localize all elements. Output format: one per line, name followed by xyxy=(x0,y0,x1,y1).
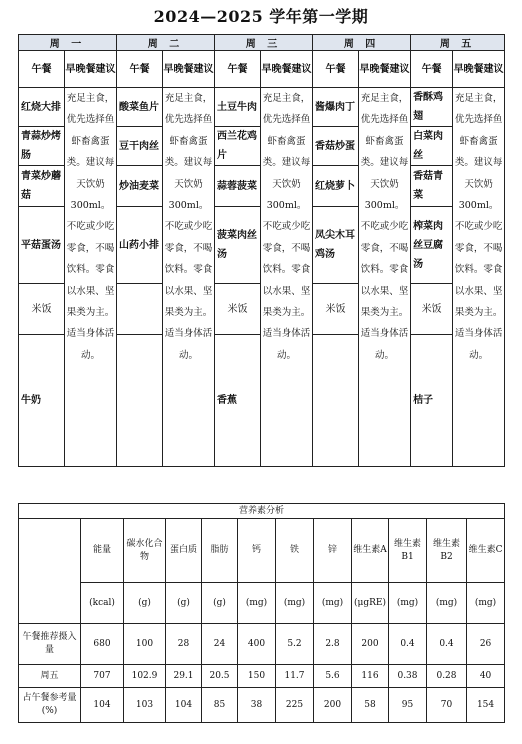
dish-wed-3: 蒜蓉菠菜 xyxy=(215,166,261,207)
day-header-tue: 周 二 xyxy=(117,35,215,51)
lunch-label: 午餐 xyxy=(19,51,65,88)
dish-mon-4: 平菇蛋汤 xyxy=(19,207,65,284)
cell-value: 28 xyxy=(166,624,202,665)
dish-fri-5: 米饭 xyxy=(411,284,453,335)
cell-value: 29.1 xyxy=(166,665,202,688)
nutrition-caption: 营养素分析 xyxy=(19,504,505,519)
cell-value: 5.2 xyxy=(276,624,314,665)
dish-thu-3: 红烧萝卜 xyxy=(313,166,359,207)
nutrient-unit: (μgRE) xyxy=(352,583,389,624)
cell-value: 116 xyxy=(352,665,389,688)
nutrient-name: 脂肪 xyxy=(202,519,238,583)
cell-value: 2.8 xyxy=(314,624,352,665)
sub-header-row xyxy=(19,51,505,88)
cell-value: 58 xyxy=(352,688,389,723)
dish-thu-6 xyxy=(313,335,359,467)
dish-wed-4: 菠菜肉丝汤 xyxy=(215,207,261,284)
nutrient-unit: (mg) xyxy=(389,583,427,624)
cell-value: 40 xyxy=(467,665,505,688)
dish-tue-3: 炒油麦菜 xyxy=(117,166,163,207)
day-header-fri: 周 五 xyxy=(411,35,505,51)
table-row xyxy=(19,624,505,665)
dish-wed-6: 香蕉 xyxy=(215,335,261,467)
cell-value: 200 xyxy=(314,688,352,723)
cell-value: 70 xyxy=(427,688,467,723)
lunch-label: 午餐 xyxy=(313,51,359,88)
nutrient-unit: (kcal) xyxy=(81,583,124,624)
nutrient-unit: (mg) xyxy=(314,583,352,624)
day-header-wed: 周 三 xyxy=(215,35,313,51)
dish-thu-5: 米饭 xyxy=(313,284,359,335)
cell-value: 0.4 xyxy=(427,624,467,665)
dish-wed-1: 土豆牛肉 xyxy=(215,88,261,127)
advice-wed: 充足主食，优先选择鱼虾畜禽蛋类。建议每天饮奶300ml。不吃或少吃零食，不喝饮料。零食以水果、坚果类为主。适当身体活动。 xyxy=(261,88,313,467)
cell-value: 100 xyxy=(124,624,166,665)
dish-row xyxy=(19,88,505,127)
nutrient-name: 蛋白质 xyxy=(166,519,202,583)
cell-value: 38 xyxy=(238,688,276,723)
row-label: 周五 xyxy=(19,665,81,688)
dish-tue-2: 豆干肉丝 xyxy=(117,127,163,166)
nutrient-unit: (g) xyxy=(124,583,166,624)
dish-fri-6: 桔子 xyxy=(411,335,453,467)
advice-mon: 充足主食，优先选择鱼虾畜禽蛋类。建议每天饮奶300ml。不吃或少吃零食，不喝饮料。零食以水果、坚果类为主。适当身体活动。 xyxy=(65,88,117,467)
dish-wed-5: 米饭 xyxy=(215,284,261,335)
dish-mon-1: 红烧大排 xyxy=(19,88,65,127)
nutrient-name: 维生素A xyxy=(352,519,389,583)
table-row xyxy=(19,665,505,688)
cell-value: 85 xyxy=(202,688,238,723)
row-label: 午餐推荐摄入量 xyxy=(19,624,81,665)
nutrient-unit: (g) xyxy=(166,583,202,624)
cell-value: 103 xyxy=(124,688,166,723)
menu-table xyxy=(18,34,505,467)
cell-value: 104 xyxy=(166,688,202,723)
dish-thu-4: 凤尖木耳鸡汤 xyxy=(313,207,359,284)
cell-value: 11.7 xyxy=(276,665,314,688)
dish-tue-4: 山药小排 xyxy=(117,207,163,284)
cell-value: 154 xyxy=(467,688,505,723)
nutrition-table xyxy=(18,503,505,723)
cell-value: 24 xyxy=(202,624,238,665)
dish-tue-6 xyxy=(117,335,163,467)
advice-thu: 充足主食，优先选择鱼虾畜禽蛋类。建议每天饮奶300ml。不吃或少吃零食，不喝饮料。零食以水果、坚果类为主。适当身体活动。 xyxy=(359,88,411,467)
dish-tue-5 xyxy=(117,284,163,335)
nutrition-caption-row xyxy=(19,504,505,519)
cell-value: 680 xyxy=(81,624,124,665)
nutrient-name: 维生素C xyxy=(467,519,505,583)
advice-fri: 充足主食，优先选择鱼虾畜禽蛋类。建议每天饮奶300ml。不吃或少吃零食，不喝饮料。零食以水果、坚果类为主。适当身体活动。 xyxy=(453,88,505,467)
dish-wed-2: 西兰花鸡片 xyxy=(215,127,261,166)
nutrient-unit: (mg) xyxy=(238,583,276,624)
advice-label: 早晚餐建议 xyxy=(261,51,313,88)
cell-value: 102.9 xyxy=(124,665,166,688)
dish-mon-5: 米饭 xyxy=(19,284,65,335)
cell-value: 0.28 xyxy=(427,665,467,688)
cell-value: 200 xyxy=(352,624,389,665)
dish-thu-1: 酱爆肉丁 xyxy=(313,88,359,127)
cell-value: 0.38 xyxy=(389,665,427,688)
cell-value: 104 xyxy=(81,688,124,723)
advice-label: 早晚餐建议 xyxy=(65,51,117,88)
nutrient-name: 能量 xyxy=(81,519,124,583)
cell-value: 20.5 xyxy=(202,665,238,688)
dish-mon-2: 青蒜炒烤肠 xyxy=(19,127,65,166)
page-title: 2024—2025 学年第一学期 xyxy=(153,7,369,26)
lunch-label: 午餐 xyxy=(117,51,163,88)
table-row xyxy=(19,688,505,723)
day-header-mon: 周 一 xyxy=(19,35,117,51)
cell-value: 95 xyxy=(389,688,427,723)
nutrient-name: 维生素B2 xyxy=(427,519,467,583)
nutrient-name: 铁 xyxy=(276,519,314,583)
advice-tue: 充足主食，优先选择鱼虾畜禽蛋类。建议每天饮奶300ml。不吃或少吃零食，不喝饮料。零食以水果、坚果类为主。适当身体活动。 xyxy=(163,88,215,467)
cell-value: 26 xyxy=(467,624,505,665)
cell-value: 225 xyxy=(276,688,314,723)
dish-mon-6: 牛奶 xyxy=(19,335,65,467)
nutrient-unit: (mg) xyxy=(276,583,314,624)
dish-fri-4: 榨菜肉丝豆腐汤 xyxy=(411,207,453,284)
cell-value: 707 xyxy=(81,665,124,688)
corner-cell xyxy=(19,519,81,624)
advice-label: 早晚餐建议 xyxy=(359,51,411,88)
nutrient-name: 维生素B1 xyxy=(389,519,427,583)
nutrient-unit: (mg) xyxy=(467,583,505,624)
cell-value: 150 xyxy=(238,665,276,688)
dish-thu-2: 香菇炒蛋 xyxy=(313,127,359,166)
nutrient-unit: (mg) xyxy=(427,583,467,624)
advice-label: 早晚餐建议 xyxy=(453,51,505,88)
lunch-label: 午餐 xyxy=(215,51,261,88)
nutrient-name: 锌 xyxy=(314,519,352,583)
nutrient-name: 碳水化合物 xyxy=(124,519,166,583)
nutrient-name: 钙 xyxy=(238,519,276,583)
row-label: 占午餐参考量(%) xyxy=(19,688,81,723)
nutrient-unit-row xyxy=(19,583,505,624)
nutrient-unit: (g) xyxy=(202,583,238,624)
dish-fri-2: 白菜肉丝 xyxy=(411,127,453,166)
day-header-thu: 周 四 xyxy=(313,35,411,51)
dish-fri-3: 香菇青菜 xyxy=(411,166,453,207)
cell-value: 5.6 xyxy=(314,665,352,688)
nutrient-name-row xyxy=(19,519,505,583)
day-header-row xyxy=(19,35,505,51)
cell-value: 0.4 xyxy=(389,624,427,665)
dish-tue-1: 酸菜鱼片 xyxy=(117,88,163,127)
cell-value: 400 xyxy=(238,624,276,665)
lunch-label: 午餐 xyxy=(411,51,453,88)
dish-fri-1: 香酥鸡翅 xyxy=(411,88,453,127)
dish-mon-3: 青菜炒蘑菇 xyxy=(19,166,65,207)
advice-label: 早晚餐建议 xyxy=(163,51,215,88)
